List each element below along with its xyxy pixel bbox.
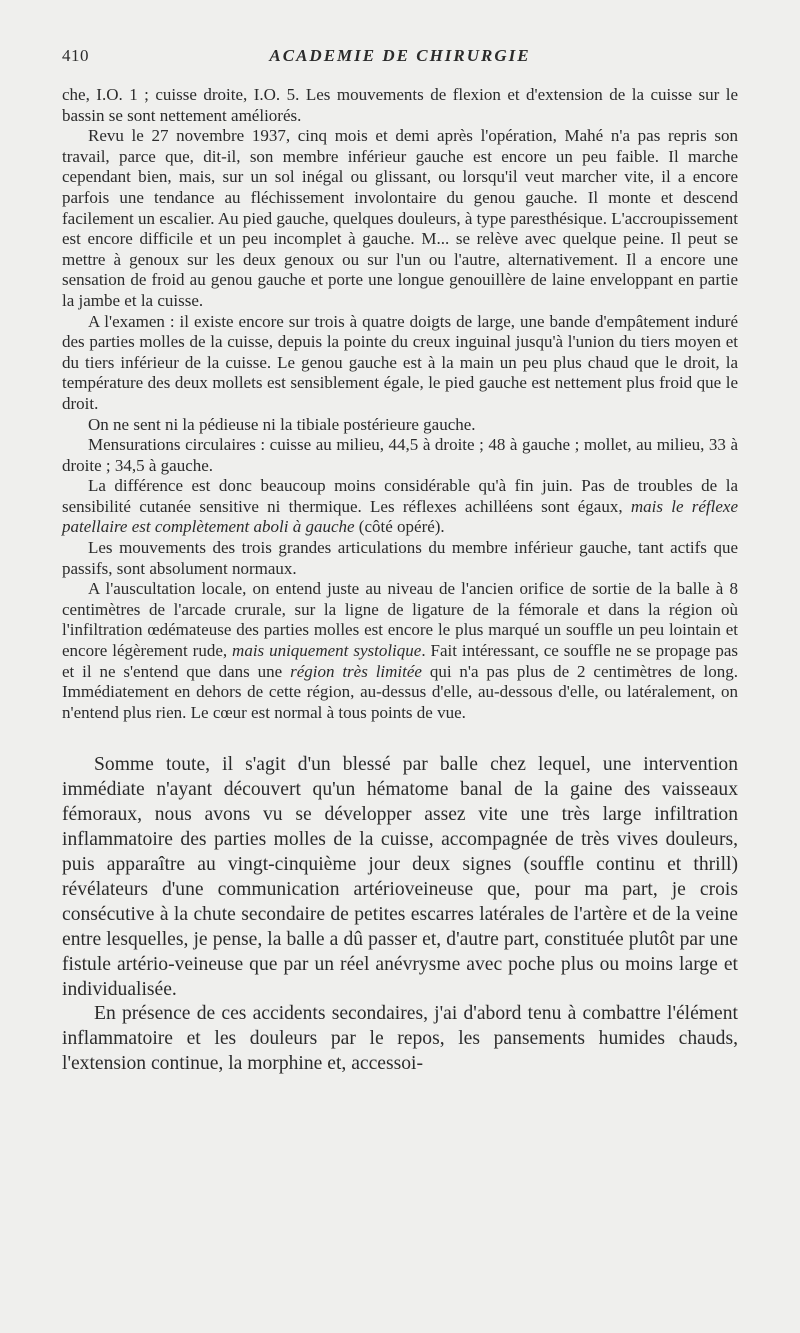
auscultation-text-1: A l'auscultation locale, on entend juste au niveau de l'ancien orifice de sortie de la balle à 8 centimètres de l'arcade crurale, sur la ligne de ligature de la fémorale et dans la région où l'infiltration œdémateuse des parties molles est encore le plus marqué un souffle un peu lointain et encore légèrement rude,: [62, 579, 738, 661]
paragraph-reflexes: [62, 476, 738, 538]
running-title: ACADEMIE DE CHIRURGIE: [269, 46, 531, 65]
paragraph-examination: A l'examen : il existe encore sur trois à quatre doigts de large, une bande d'empâtement induré des parties molles de la cuisse, depuis la pointe du creux inguinal jusqu'à l'union du tiers moyen et du tiers inférieur de la cuisse. Le genou gauche est à la main un peu plus chaud que le droit, la température des deux mollets est sensiblement égale, le pied gauche est nettement plus froid que le droit.: [62, 311, 738, 413]
page-header: [62, 46, 738, 72]
paragraph-treatment: En présence de ces accidents secondaires, j'ai d'abord tenu à combattre l'élément inflammatoire et les douleurs par le repos, les pansements humides chauds, l'extension continue, la morphine et, accessoi-: [62, 1003, 738, 1075]
paragraph-movements: Les mouvements des trois grandes articulations du membre inférieur gauche, tant actifs que passifs, sont absolument normaux.: [62, 538, 738, 578]
reflex-italic: mais le réflexe patellaire est complètement aboli à gauche: [62, 496, 738, 537]
paragraph-auscultation: [62, 579, 738, 723]
auscultation-italic-1: mais uniquement systolique: [232, 641, 422, 661]
paragraph-pulses: On ne sent ni la pédieuse ni la tibiale postérieure gauche.: [88, 414, 476, 434]
auscultation-text-3: qui n'a pas plus de 2 centimètres de long. Immédiatement en dehors de cette région, au-dessus d'elle, au-dessous d'elle, ou latéralement, on n'entend plus rien. Le cœur est normal à tous points de vue.: [62, 661, 739, 722]
auscultation-text-2: . Fait intéressant, ce souffle ne se propage pas et il ne s'entend que dans une: [62, 641, 738, 681]
page-body: [62, 85, 738, 1077]
discussion-section: [62, 753, 738, 1077]
paragraph-continuation: che, I.O. 1 ; cuisse droite, I.O. 5. Les mouvements de flexion et d'extension de la cuisse sur le bassin se sont nettement améliorés.: [62, 85, 738, 125]
paragraph-summary: Somme toute, il s'agit d'un blessé par balle chez lequel, une intervention immédiate n'ayant découvert qu'un hématome banal de la gaine des vaisseaux fémoraux, nous avons vu se développer assez vite une très large infiltration inflammatoire des parties molles de la cuisse, accompagnée de très vives douleurs, puis apparaître au vingt-cinquième jour deux signes (souffle continu et thrill) révélateurs d'une communication artérioveineuse que, pour ma part, je crois consécutive à la chute secondaire de petites escarres latérales de l'artère et de la veine entre lesquelles, je pense, la balle a dû passer et, d'autre part, constituée plutôt par une fistule artério-veineuse que par un réel anévrysme avec poche plus ou moins large et individualisée.: [62, 754, 738, 1000]
case-report-section: [62, 85, 738, 723]
auscultation-italic-2: région très limitée: [290, 661, 422, 681]
reflex-tail: (côté opéré).: [354, 517, 445, 537]
reflex-text: La différence est donc beaucoup moins considérable qu'à fin juin. Pas de troubles de la sensibilité cutanée sensitive ni thermique. Les réflexes achilléens sont égaux,: [62, 476, 738, 516]
paragraph-measurements: Mensurations circulaires : cuisse au milieu, 44,5 à droite ; 48 à gauche ; mollet, au milieu, 33 à droite ; 34,5 à gauche.: [62, 435, 738, 475]
paragraph-follow-up: Revu le 27 novembre 1937, cinq mois et demi après l'opération, Mahé n'a pas repris son travail, parce que, dit-il, son membre inférieur gauche est encore un peu faible. Il marche cependant bien, mais, sur un sol inégal ou glissant, ou lorsqu'il veut marcher vite, il a encore parfois une tendance au fléchissement involontaire du genou gauche. Il monte et descend facilement un escalier. Au pied gauche, quelques douleurs, à type paresthésique. L'accroupissement est encore difficile et un peu incomplet à gauche. M... se relève avec quelque peine. Il peut se mettre à genoux sur les deux genoux ou sur l'un ou l'autre, alternativement. Il a encore une sensation de froid au genou gauche et porte une longue genouillère de laine enveloppant en partie la jambe et la cuisse.: [62, 126, 738, 310]
page-number: 410: [62, 46, 89, 65]
